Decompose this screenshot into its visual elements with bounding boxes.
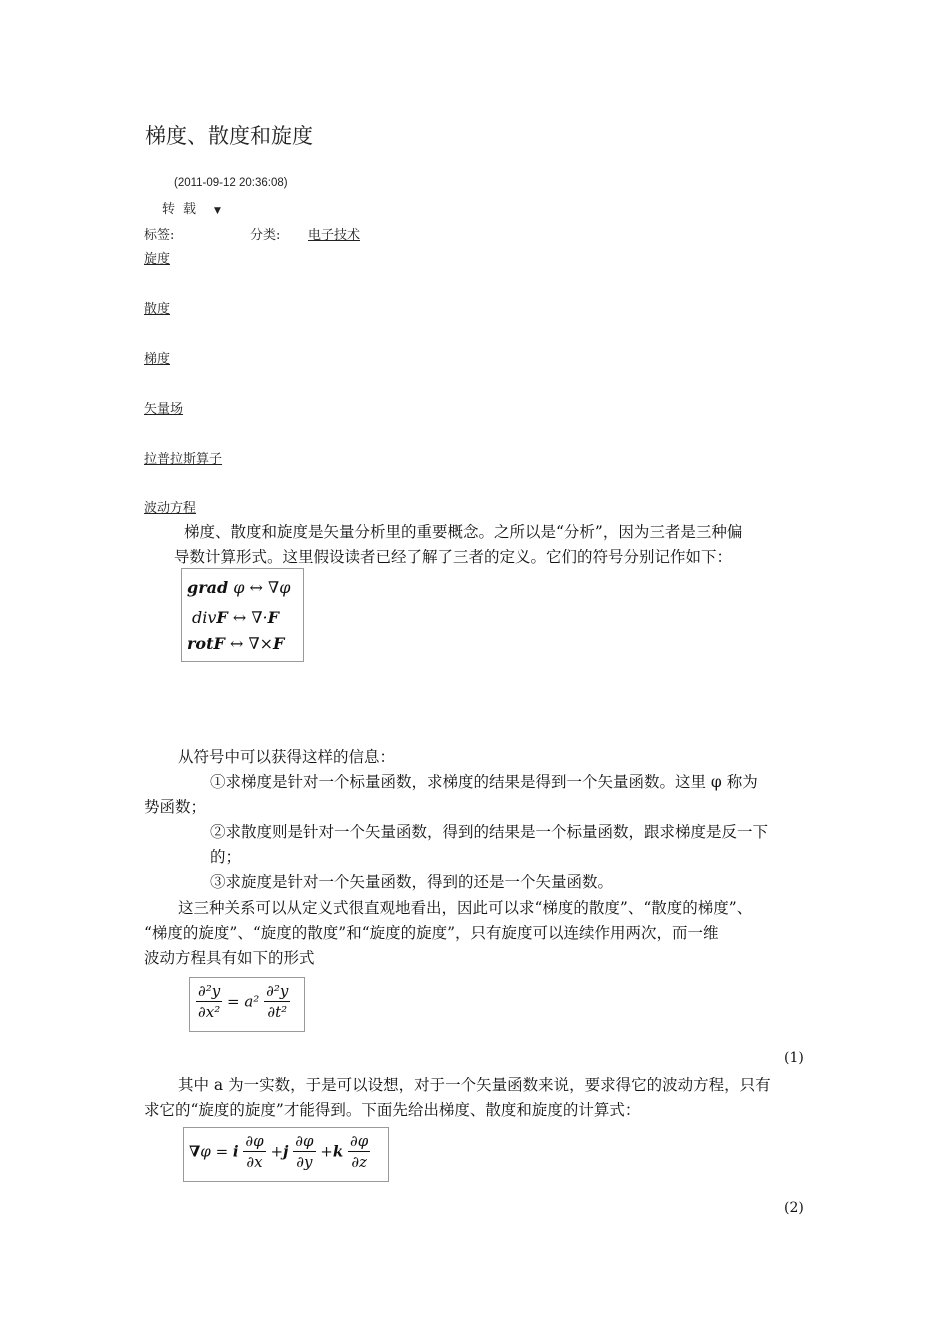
paragraph-3-line-2: “梯度的旋度”、“旋度的散度”和“旋度的旋度”，只有旋度可以连续作用两次，而一维	[144, 924, 719, 942]
equation-number-2: (2)	[784, 1200, 804, 1216]
tag-link-laplacian[interactable]: 拉普拉斯算子	[144, 452, 223, 467]
tag-link-divergence[interactable]: 散度	[144, 302, 171, 317]
fraction-dphi-dy: $\frac{\partial\varphi}{\partial y}$	[295, 1132, 314, 1171]
paragraph-1-line-1: 梯度、散度和旋度是矢量分析里的重要概念。之所以是“分析”，因为三者是三种偏	[184, 523, 743, 541]
div-formula: divF ↔ ∇·F	[192, 608, 279, 627]
tag-link-wave-equation[interactable]: 波动方程	[144, 501, 197, 516]
page-title: 梯度、散度和旋度	[145, 124, 313, 148]
paragraph-4-line-2: 求它的“旋度的旋度”才能得到。下面先给出梯度、散度和旋度的计算式：	[144, 1101, 641, 1119]
paragraph-1-line-2: 导数计算形式。这里假设读者已经了解了三者的定义。它们的符号分别记作如下：	[174, 548, 733, 566]
caret-down-icon[interactable]: ▼	[214, 206, 221, 216]
paragraph-3-line-3: 波动方程具有如下的形式	[144, 949, 315, 967]
fraction-d2y-dx2: $\frac{\text{∂²y}}{\text{∂x²}}$	[198, 982, 221, 1021]
gradient-formula: ∇φ = i $\frac{\partial\varphi}{\partial x}$ +j $\frac{\partial\varphi}{\partial y}$ +k $\frac{\partial\varphi}{\partial z}$	[183, 1127, 389, 1182]
item-2-line-1: ②求散度则是针对一个矢量函数，得到的结果是一个标量函数，跟求梯度是反一下	[210, 823, 769, 841]
repost-label[interactable]: 转载	[162, 202, 205, 217]
paragraph-2: 从符号中可以获得这样的信息：	[178, 748, 396, 766]
fraction-dphi-dx: $\frac{\partial\varphi}{\partial x}$	[245, 1132, 264, 1171]
paragraph-4-line-1: 其中 a 为一实数，于是可以设想，对于一个矢量函数来说，要求得它的波动方程，只有	[178, 1076, 771, 1094]
item-1-line-1: ①求梯度是针对一个标量函数，求梯度的结果是得到一个矢量函数。这里 φ 称为	[210, 773, 758, 791]
tag-link-curl[interactable]: 旋度	[144, 252, 171, 267]
tags-label: 标签:	[144, 228, 175, 243]
fraction-dphi-dz: $\frac{\partial\varphi}{\partial z}$	[350, 1132, 369, 1171]
paragraph-3-line-1: 这三种关系可以从定义式很直观地看出，因此可以求“梯度的散度”、“散度的梯度”、	[178, 899, 753, 917]
wave-equation-formula: $\frac{\text{∂²y}}{\text{∂x²}}$ = a² $\frac{\text{∂²y}}{\text{∂t²}}$	[189, 977, 305, 1032]
operator-notation-formula	[181, 568, 304, 662]
item-3: ③求旋度是针对一个矢量函数，得到的还是一个矢量函数。	[210, 873, 614, 891]
rot-formula: rotF ↔ ∇×F	[187, 634, 285, 653]
equation-number-1: (1)	[784, 1050, 804, 1066]
tag-link-gradient[interactable]: 梯度	[144, 352, 171, 367]
category-label: 分类:	[250, 228, 281, 243]
tag-link-vector-field[interactable]: 矢量场	[144, 402, 184, 417]
post-date: (2011-09-12 20:36:08)	[174, 177, 288, 189]
item-2-line-2: 的；	[210, 848, 242, 866]
fraction-d2y-dt2: $\frac{\text{∂²y}}{\text{∂t²}}$	[266, 982, 289, 1021]
grad-formula: grad φ ↔ ∇φ	[187, 578, 291, 597]
item-1-line-2: 势函数；	[144, 798, 207, 816]
category-link[interactable]: 电子技术	[308, 228, 361, 243]
